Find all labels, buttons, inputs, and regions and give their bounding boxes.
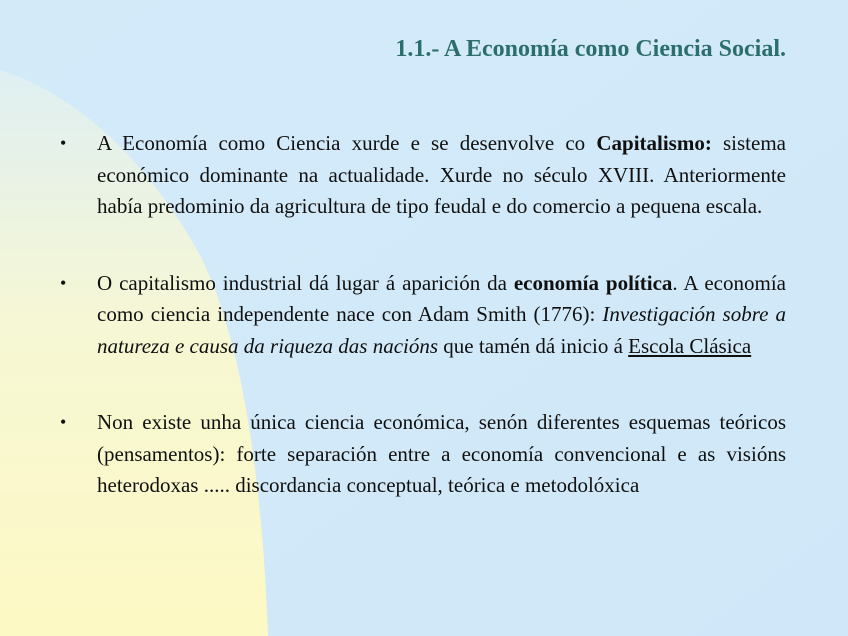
bullet-2-text-1: O capitalismo industrial dá lugar á aparición da [97,270,514,295]
escola-clasica-link[interactable]: Escola Clásica [628,333,752,358]
bullet-list [60,128,786,502]
bullet-1-text-2: sistema económico dominante na actualidade. Xurde no século XVIII. Anteriormente había predominio da agricultura de tipo feudal e do comercio a pequena escala. [97,131,786,218]
bullet-2-text-3: que tamén dá inicio á [438,333,629,358]
bullet-1-bold-term: Capitalismo: [596,131,712,155]
bullet-item-economia-politica [60,268,786,363]
bullet-marker: • [60,133,67,153]
bullet-marker: • [60,412,67,432]
bullet-1-text-1: A Economía como Ciencia xurde e se desenvolve co [97,131,597,155]
bullet-item-capitalismo [60,128,786,223]
bullet-2-bold-term: economía política [513,270,673,295]
slide-title: 1.1.- A Economía como Ciencia Social. [395,36,786,62]
bullet-2-text-2: . A economía como ciencia independente nace con Adam Smith (1776): [97,270,786,326]
bullet-item-ciencia-economica [60,407,786,502]
bullet-3-text-1: Non existe unha única ciencia económica, senón diferentes esquemas teóricos (pensamentos): forte separación entre a economía convencional e as visións heterodoxas ..... discordancia conceptual, teórica e metodolóxica [97,410,786,497]
bullet-2-book-title: Investigación sobre a natureza e causa da riqueza das nacións [97,302,786,358]
bullet-marker: • [60,272,67,293]
